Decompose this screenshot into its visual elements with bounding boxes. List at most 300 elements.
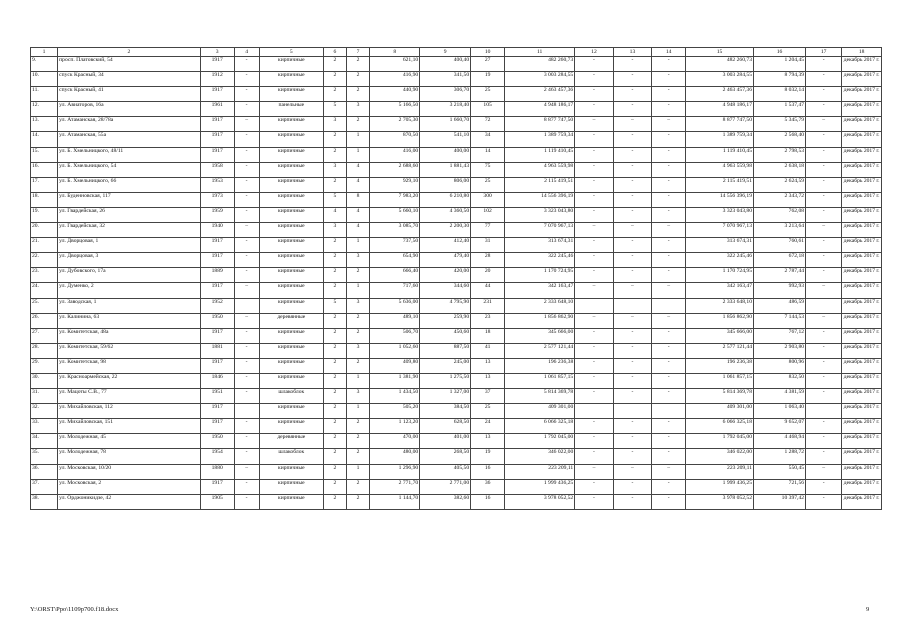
table-cell-col-3: 1940 (200, 223, 234, 238)
table-cell-col-7: 2 (346, 328, 370, 343)
table-cell-col-16: 2 798,53 (754, 147, 806, 162)
table-cell-col-11: 345 666,00 (505, 328, 575, 343)
table-cell-col-1: 19. (31, 207, 58, 222)
table-cell-col-4: - (234, 162, 259, 177)
table-row (31, 373, 882, 388)
table-cell-col-8: 416,90 (370, 72, 420, 87)
table-cell-col-13: - (613, 132, 651, 147)
table-cell-col-7: 3 (346, 298, 370, 313)
table-cell-col-10: 34 (471, 132, 505, 147)
table-row (31, 449, 882, 464)
table-cell-col-4: – (234, 464, 259, 479)
table-cell-col-11: 3 003 284,55 (505, 72, 575, 87)
table-cell-col-8: 666,40 (370, 268, 420, 283)
table-cell-col-8: 7 983,20 (370, 192, 420, 207)
table-cell-col-14 (652, 404, 686, 419)
table-cell-col-1: 10. (31, 72, 58, 87)
table-cell-col-11: 7 070 967,13 (505, 223, 575, 238)
table-cell-col-8: 506,70 (370, 328, 420, 343)
table-cell-col-10: 28 (471, 253, 505, 268)
table-cell-col-6: 2 (324, 404, 347, 419)
table-cell-col-12: - (575, 192, 613, 207)
table-cell-col-4: - (234, 57, 259, 72)
table-row (31, 283, 882, 298)
table-cell-col-7: 2 (346, 117, 370, 132)
table-cell-col-1: 20. (31, 223, 58, 238)
table-cell-col-2: ул. Буденновская, 117 (58, 192, 201, 207)
table-cell-col-3: 1917 (200, 87, 234, 102)
table-row (31, 389, 882, 404)
table-cell-col-16: 2 624,59 (754, 177, 806, 192)
table-cell-col-7: 1 (346, 283, 370, 298)
table-cell-col-15: 3 323 043,80 (686, 207, 754, 222)
table-cell-col-16: 760,61 (754, 238, 806, 253)
table-row (31, 404, 882, 419)
table-cell-col-7: 3 (346, 253, 370, 268)
table-cell-col-12 (575, 298, 613, 313)
table-cell-col-18: декабрь 2017 г. (842, 494, 882, 509)
table-cell-col-16: 800,96 (754, 358, 806, 373)
table-cell-col-9: 259,90 (420, 313, 471, 328)
table-cell-col-14 (652, 298, 686, 313)
table-cell-col-18: декабрь 2017 г. (842, 223, 882, 238)
table-cell-col-2: ул. Заводская, 1 (58, 298, 201, 313)
table-cell-col-5: кирпичные (259, 404, 324, 419)
table-cell-col-16: 8 032,14 (754, 87, 806, 102)
table-cell-col-4: - (234, 389, 259, 404)
table-cell-col-7: 3 (346, 102, 370, 117)
column-number-9: 9 (420, 48, 471, 57)
table-cell-col-2: ул. Мацоты С.В., 77 (58, 389, 201, 404)
table-cell-col-10: 77 (471, 223, 505, 238)
table-cell-col-1: 21. (31, 238, 58, 253)
table-cell-col-2: ул. Михайловская, 151 (58, 419, 201, 434)
table-cell-col-11: 1 389 759,34 (505, 132, 575, 147)
table-cell-col-8: 2 771,70 (370, 479, 420, 494)
table-cell-col-13: – (613, 283, 651, 298)
table-cell-col-15: 5 814 369,78 (686, 389, 754, 404)
table-cell-col-1: 16. (31, 162, 58, 177)
column-number-14: 14 (652, 48, 686, 57)
table-cell-col-4: - (234, 87, 259, 102)
table-cell-col-11: 3 978 052,52 (505, 494, 575, 509)
table-cell-col-17: - (806, 253, 842, 268)
table-cell-col-7: 2 (346, 449, 370, 464)
table-cell-col-11: 313 674,31 (505, 238, 575, 253)
table-cell-col-17: – (806, 464, 842, 479)
table-cell-col-7: 3 (346, 343, 370, 358)
table-cell-col-18: декабрь 2017 г. (842, 102, 882, 117)
table-cell-col-14: – (652, 283, 686, 298)
table-cell-col-15: 2 115 419,51 (686, 177, 754, 192)
table-cell-col-4: – (234, 117, 259, 132)
table-cell-col-12: - (575, 389, 613, 404)
table-cell-col-15: 8 877 747,50 (686, 117, 754, 132)
table-cell-col-17: - (806, 102, 842, 117)
table-cell-col-16: 486,59 (754, 298, 806, 313)
table-cell-col-14: - (652, 72, 686, 87)
table-cell-col-4: - (234, 419, 259, 434)
table-cell-col-16: 2 903,80 (754, 343, 806, 358)
table-cell-col-9: 1 275,50 (420, 373, 471, 388)
table-cell-col-5: кирпичные (259, 268, 324, 283)
table-cell-col-5: кирпичные (259, 328, 324, 343)
table-cell-col-7: 2 (346, 434, 370, 449)
table-cell-col-7: 2 (346, 419, 370, 434)
table-cell-col-4: – (234, 313, 259, 328)
table-cell-col-13: - (613, 479, 651, 494)
table-cell-col-9: 401,00 (420, 434, 471, 449)
table-cell-col-12: - (575, 87, 613, 102)
table-cell-col-7: 1 (346, 147, 370, 162)
table-cell-col-17: - (806, 147, 842, 162)
table-cell-col-1: 17. (31, 177, 58, 192)
table-cell-col-4: - (234, 373, 259, 388)
table-cell-col-3: 1950 (200, 313, 234, 328)
table-cell-col-11: 6 066 325,18 (505, 419, 575, 434)
table-cell-col-13: - (613, 238, 651, 253)
table-row (31, 313, 882, 328)
table-cell-col-11: 1 999 436,25 (505, 479, 575, 494)
table-cell-col-10: 24 (471, 419, 505, 434)
table-cell-col-18: декабрь 2017 г. (842, 177, 882, 192)
table-cell-col-11: 2 577 121,44 (505, 343, 575, 358)
table-cell-col-2: ул. Думенко, 2 (58, 283, 201, 298)
table-cell-col-4: - (234, 238, 259, 253)
table-cell-col-6: 2 (324, 434, 347, 449)
table-cell-col-13 (613, 404, 651, 419)
table-cell-col-16: 2 787,44 (754, 268, 806, 283)
table-cell-col-5: кирпичные (259, 419, 324, 434)
table-cell-col-1: 37. (31, 479, 58, 494)
table-cell-col-15: 2 577 121,44 (686, 343, 754, 358)
table-cell-col-8: 416,00 (370, 147, 420, 162)
table-cell-col-1: 18. (31, 192, 58, 207)
table-cell-col-2: просп. Платовский, 54 (58, 57, 201, 72)
table-cell-col-13: - (613, 373, 651, 388)
table-cell-col-12: – (575, 223, 613, 238)
table-cell-col-2: ул. Гвардейская, 26 (58, 207, 201, 222)
table-cell-col-6: 2 (324, 449, 347, 464)
table-cell-col-8: 929,10 (370, 177, 420, 192)
table-cell-col-9: 806,00 (420, 177, 471, 192)
table-cell-col-7: 1 (346, 132, 370, 147)
table-cell-col-17: - (806, 132, 842, 147)
table-cell-col-16: 10 397,42 (754, 494, 806, 509)
table-cell-col-3: 1961 (200, 102, 234, 117)
table-row (31, 253, 882, 268)
page-number: 9 (866, 606, 870, 613)
table-cell-col-16: 992,93 (754, 283, 806, 298)
column-number-7: 7 (346, 48, 370, 57)
table-cell-col-1: 12. (31, 102, 58, 117)
table-cell-col-2: ул. Комитетская, 59/62 (58, 343, 201, 358)
table-cell-col-12: - (575, 207, 613, 222)
table-cell-col-1: 35. (31, 449, 58, 464)
table-cell-col-11: 2 463 457,36 (505, 87, 575, 102)
table-row (31, 223, 882, 238)
table-body (31, 57, 882, 510)
table-cell-col-8: 3 085,70 (370, 223, 420, 238)
table-cell-col-13: - (613, 253, 651, 268)
table-cell-col-6: 2 (324, 464, 347, 479)
table-cell-col-14: – (652, 464, 686, 479)
table-cell-col-18: декабрь 2017 г. (842, 343, 882, 358)
table-cell-col-14: - (652, 358, 686, 373)
table-cell-col-14: - (652, 268, 686, 283)
table-cell-col-15: 1 170 724,95 (686, 268, 754, 283)
table-cell-col-8: 1 144,70 (370, 494, 420, 509)
table-cell-col-17: – (806, 117, 842, 132)
table-cell-col-17: - (806, 389, 842, 404)
table-cell-col-13: - (613, 358, 651, 373)
table-cell-col-4: - (234, 479, 259, 494)
table-cell-col-17: - (806, 162, 842, 177)
table-cell-col-6: 5 (324, 102, 347, 117)
table-cell-col-2: ул. Комитетская, 48а (58, 328, 201, 343)
table-cell-col-15: 322 245,46 (686, 253, 754, 268)
table-cell-col-16: 550,45 (754, 464, 806, 479)
table-cell-col-11: 4 963 559,98 (505, 162, 575, 177)
table-cell-col-12: - (575, 238, 613, 253)
table-cell-col-5: кирпичные (259, 238, 324, 253)
table-cell-col-10: 19 (471, 449, 505, 464)
table-cell-col-3: 1917 (200, 358, 234, 373)
table-cell-col-6: 2 (324, 389, 347, 404)
table-cell-col-11: 342 163,47 (505, 283, 575, 298)
table-cell-col-13 (613, 298, 651, 313)
table-cell-col-1: 9. (31, 57, 58, 72)
table-cell-col-3: 1952 (200, 298, 234, 313)
table-cell-col-18: декабрь 2017 г. (842, 87, 882, 102)
table-cell-col-3: 1917 (200, 117, 234, 132)
table-cell-col-9: 887,50 (420, 343, 471, 358)
table-cell-col-8: 654,90 (370, 253, 420, 268)
table-cell-col-15: 313 674,31 (686, 238, 754, 253)
table-cell-col-10: 14 (471, 147, 505, 162)
table-cell-col-12: - (575, 449, 613, 464)
column-number-2: 2 (58, 48, 201, 57)
table-cell-col-13: - (613, 57, 651, 72)
table-cell-col-14: - (652, 253, 686, 268)
table-cell-col-3: 1905 (200, 494, 234, 509)
table-cell-col-4: - (234, 192, 259, 207)
table-cell-col-5: кирпичные (259, 207, 324, 222)
table-cell-col-6: 5 (324, 298, 347, 313)
table-cell-col-2: ул. Орджоникидзе, 42 (58, 494, 201, 509)
table-cell-col-14: – (652, 117, 686, 132)
table-row (31, 238, 882, 253)
table-cell-col-17: - (806, 419, 842, 434)
table-cell-col-10: 16 (471, 464, 505, 479)
table-cell-col-1: 38. (31, 494, 58, 509)
table-cell-col-10: 41 (471, 343, 505, 358)
table-cell-col-2: ул. Дворцовая, 3 (58, 253, 201, 268)
table-cell-col-10: 72 (471, 117, 505, 132)
table-cell-col-10: 105 (471, 102, 505, 117)
table-cell-col-10: 19 (471, 72, 505, 87)
table-cell-col-9: 412,40 (420, 238, 471, 253)
table-cell-col-8: 1 381,90 (370, 373, 420, 388)
table-cell-col-1: 26. (31, 313, 58, 328)
table-cell-col-1: 34. (31, 434, 58, 449)
table-cell-col-13: – (613, 117, 651, 132)
table-cell-col-17: – (806, 283, 842, 298)
table-cell-col-1: 30. (31, 373, 58, 388)
table-cell-col-18: декабрь 2017 г. (842, 449, 882, 464)
table-cell-col-2: ул. Московская, 10/20 (58, 464, 201, 479)
table-cell-col-9: 384,50 (420, 404, 471, 419)
table-cell-col-11: 1 170 724,95 (505, 268, 575, 283)
table-cell-col-13: - (613, 449, 651, 464)
table-cell-col-11: 2 333 648,10 (505, 298, 575, 313)
table-cell-col-10: 13 (471, 358, 505, 373)
table-cell-col-14: - (652, 328, 686, 343)
table-cell-col-5: кирпичные (259, 72, 324, 87)
table-cell-col-6: 2 (324, 57, 347, 72)
table-cell-col-5: кирпичные (259, 192, 324, 207)
table-cell-col-4: - (234, 207, 259, 222)
table-cell-col-15: 2 333 648,10 (686, 298, 754, 313)
table-cell-col-7: 2 (346, 57, 370, 72)
table-cell-col-8: 737,50 (370, 238, 420, 253)
table-cell-col-7: 2 (346, 494, 370, 509)
table-cell-col-13: - (613, 162, 651, 177)
table-cell-col-10: 75 (471, 162, 505, 177)
table-row (31, 102, 882, 117)
table-cell-col-16: 1 537,47 (754, 102, 806, 117)
table-cell-col-12: - (575, 358, 613, 373)
table-cell-col-13: - (613, 268, 651, 283)
table-cell-col-8: 717,60 (370, 283, 420, 298)
table-cell-col-12: - (575, 434, 613, 449)
table-cell-col-15: 1 061 857,15 (686, 373, 754, 388)
table-row (31, 494, 882, 509)
table-cell-col-16: 721,56 (754, 479, 806, 494)
table-cell-col-12: - (575, 147, 613, 162)
table-cell-col-18: декабрь 2017 г. (842, 419, 882, 434)
table-cell-col-9: 1 881,43 (420, 162, 471, 177)
table-cell-col-7: 1 (346, 238, 370, 253)
table-cell-col-17: - (806, 358, 842, 373)
table-cell-col-12: - (575, 328, 613, 343)
table-cell-col-1: 22. (31, 253, 58, 268)
table-cell-col-9: 1 660,70 (420, 117, 471, 132)
table-cell-col-3: 1846 (200, 373, 234, 388)
table-cell-col-9: 450,60 (420, 328, 471, 343)
table-cell-col-5: деревянные (259, 313, 324, 328)
table-cell-col-11: 482 260,73 (505, 57, 575, 72)
table-cell-col-17: - (806, 87, 842, 102)
table-cell-col-17: - (806, 268, 842, 283)
table-cell-col-17: - (806, 434, 842, 449)
table-cell-col-7: 1 (346, 373, 370, 388)
table-cell-col-11: 3 323 043,80 (505, 207, 575, 222)
table-cell-col-2: ул. Атаманская, 55а (58, 132, 201, 147)
table-cell-col-1: 24. (31, 283, 58, 298)
table-cell-col-13: - (613, 102, 651, 117)
table-cell-col-12: – (575, 313, 613, 328)
table-cell-col-16: 672,18 (754, 253, 806, 268)
table-cell-col-18: декабрь 2017 г. (842, 464, 882, 479)
register-table (30, 47, 882, 510)
table-cell-col-7: 2 (346, 72, 370, 87)
table-cell-col-3: 1951 (200, 389, 234, 404)
table-cell-col-8: 470,00 (370, 434, 420, 449)
table-cell-col-6: 2 (324, 72, 347, 87)
table-cell-col-9: 405,50 (420, 464, 471, 479)
table-row (31, 343, 882, 358)
table-cell-col-9: 306,70 (420, 87, 471, 102)
table-cell-col-3: 1953 (200, 177, 234, 192)
table-cell-col-18: декабрь 2017 г. (842, 117, 882, 132)
table-cell-col-16: 7 144,53 (754, 313, 806, 328)
table-cell-col-11: 1 792 045,00 (505, 434, 575, 449)
table-cell-col-5: кирпичные (259, 358, 324, 373)
table-cell-col-3: 1912 (200, 72, 234, 87)
table-cell-col-8: 1 434,50 (370, 389, 420, 404)
table-cell-col-16: 1 063,40 (754, 404, 806, 419)
table-cell-col-2: ул. Михайловская, 112 (58, 404, 201, 419)
table-cell-col-15: 409 301,00 (686, 404, 754, 419)
table-cell-col-10: 23 (471, 313, 505, 328)
table-cell-col-13: - (613, 419, 651, 434)
table-cell-col-14: - (652, 207, 686, 222)
column-number-row (31, 48, 882, 57)
table-cell-col-9: 382,60 (420, 494, 471, 509)
table-cell-col-14: - (652, 449, 686, 464)
table-cell-col-4: - (234, 72, 259, 87)
table-cell-col-15: 223 209,11 (686, 464, 754, 479)
column-number-11: 11 (505, 48, 575, 57)
table-cell-col-14: - (652, 102, 686, 117)
table-cell-col-9: 4 795,90 (420, 298, 471, 313)
table-cell-col-7: 2 (346, 358, 370, 373)
table-cell-col-16: 832,50 (754, 373, 806, 388)
table-cell-col-5: кирпичные (259, 87, 324, 102)
table-cell-col-1: 11. (31, 87, 58, 102)
table-cell-col-18: декабрь 2017 г. (842, 389, 882, 404)
table-cell-col-13: - (613, 72, 651, 87)
table-cell-col-12: - (575, 494, 613, 509)
table-cell-col-14: - (652, 132, 686, 147)
table-cell-col-16: 1 288,72 (754, 449, 806, 464)
table-cell-col-14: - (652, 479, 686, 494)
column-number-18: 18 (842, 48, 882, 57)
table-cell-col-2: спуск Красный, 34 (58, 72, 201, 87)
table-cell-col-2: спуск Красный, 41 (58, 87, 201, 102)
table-cell-col-7: 4 (346, 177, 370, 192)
table-cell-col-12: – (575, 464, 613, 479)
table-cell-col-10: 16 (471, 494, 505, 509)
table-cell-col-8: 440,90 (370, 87, 420, 102)
table-cell-col-5: кирпичные (259, 298, 324, 313)
table-cell-col-14: – (652, 313, 686, 328)
table-cell-col-4: – (234, 223, 259, 238)
table-cell-col-18: декабрь 2017 г. (842, 404, 882, 419)
table-cell-col-12: - (575, 177, 613, 192)
table-cell-col-2: ул. Красноармейская, 22 (58, 373, 201, 388)
table-cell-col-8: 870,50 (370, 132, 420, 147)
table-cell-col-15: 7 070 967,13 (686, 223, 754, 238)
table-cell-col-12: - (575, 268, 613, 283)
table-cell-col-13: - (613, 434, 651, 449)
table-cell-col-1: 32. (31, 404, 58, 419)
table-cell-col-13: – (613, 313, 651, 328)
column-number-12: 12 (575, 48, 613, 57)
table-cell-col-17: - (806, 328, 842, 343)
table-cell-col-18: декабрь 2017 г. (842, 162, 882, 177)
